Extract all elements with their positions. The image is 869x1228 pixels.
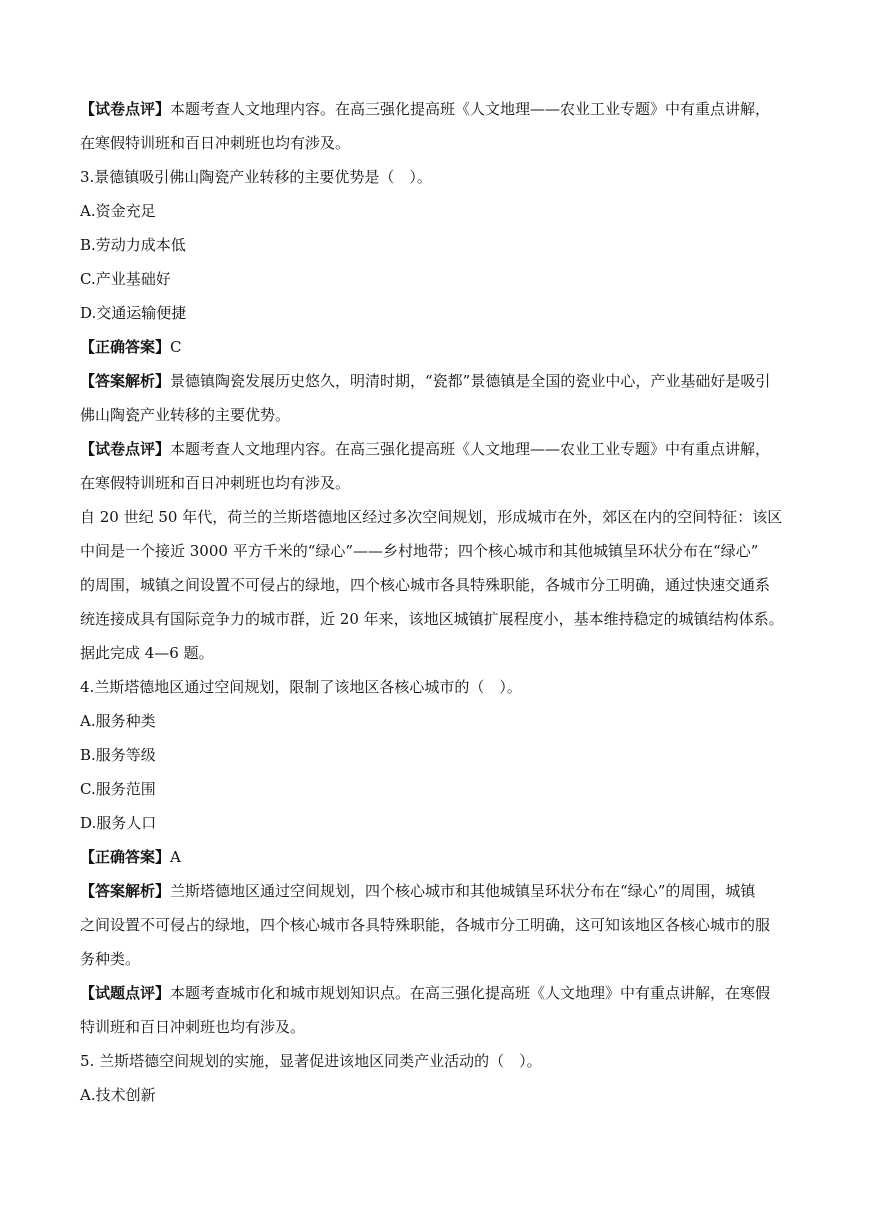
comment-text: 本题考查人文地理内容。在高三强化提高班《人文地理——农业工业专题》中有重点讲解， [170,440,771,458]
comment-label: 【试卷点评】 [80,100,171,118]
analysis-label: 【答案解析】 [80,372,171,390]
comment-text: 本题考查人文地理内容。在高三强化提高班《人文地理——农业工业专题》中有重点讲解， [170,100,771,118]
text-line [80,92,792,126]
comment-text: 本题考查城市化和城市规划知识点。在高三强化提高班《人文地理》中有重点讲解，在寒假 [170,984,771,1002]
option-b: B.劳动力成本低 [80,236,186,254]
text-line [80,432,792,466]
exam-comment [80,92,792,160]
answer-analysis [80,874,792,976]
option-a: A.资金充足 [80,202,156,220]
answer-value: A [170,848,181,866]
option-d: D.服务人口 [80,814,157,832]
question-3: 3.景德镇吸引佛山陶瓷产业转移的主要优势是（ ）。 [80,168,432,186]
analysis-text: 景德镇陶瓷发展历史悠久，明清时期，“瓷都”景德镇是全国的瓷业中心，产业基础好是吸引 [170,372,771,390]
answer-label: 【正确答案】 [80,338,171,356]
question-5: 5. 兰斯塔德空间规划的实施，显著促进该地区同类产业活动的（ ）。 [80,1052,542,1070]
text-line [80,874,792,908]
text-line [80,976,792,1010]
question-4: 4.兰斯塔德地区通过空间规划，限制了该地区各核心城市的（ ）。 [80,678,522,696]
comment-text: 在寒假特训班和百日冲刺班也均有涉及。 [80,474,351,492]
option-a: A.服务种类 [80,712,156,730]
option-a: A.技术创新 [80,1086,156,1104]
analysis-label: 【答案解析】 [80,882,171,900]
comment-text: 在寒假特训班和百日冲刺班也均有涉及。 [80,134,351,152]
passage-line: 统连接成具有国际竞争力的城市群，近 20 年来，该地区城镇扩展程度小，基本维持稳定的城镇结构体系。 [80,610,784,628]
document-page [80,92,792,1112]
answer-label: 【正确答案】 [80,848,171,866]
analysis-text: 务种类。 [80,950,141,968]
answer-value: C [170,338,182,356]
text-line [80,364,792,398]
exam-comment [80,432,792,500]
analysis-text: 兰斯塔德地区通过空间规划，四个核心城市和其他城镇呈环状分布在“绿心”的周围，城镇 [170,882,756,900]
correct-answer [80,330,792,364]
option-c: C.产业基础好 [80,270,171,288]
question-comment [80,976,792,1044]
analysis-text: 之间设置不可侵占的绿地，四个核心城市各具特殊职能，各城市分工明确，这可知该地区各核心城市的服 [80,916,771,934]
text-line [80,330,792,364]
option-b: B.服务等级 [80,746,156,764]
option-c: C.服务范围 [80,780,156,798]
passage-line: 自 20 世纪 50 年代，荷兰的兰斯塔德地区经过多次空间规划，形成城市在外，郊区在内的空间特征：该区 [80,508,783,526]
passage-line: 据此完成 4—6 题。 [80,644,214,662]
passage-line: 的周围，城镇之间设置不可侵占的绿地，四个核心城市各具特殊职能，各城市分工明确，通过快速交通系 [80,576,771,594]
comment-label: 【试卷点评】 [80,440,171,458]
option-d: D.交通运输便捷 [80,304,187,322]
comment-label: 【试题点评】 [80,984,171,1002]
comment-text: 特训班和百日冲刺班也均有涉及。 [80,1018,306,1036]
passage-line: 中间是一个接近 3000 平方千米的“绿心”——乡村地带；四个核心城市和其他城镇呈环状分布在“绿心” [80,542,759,560]
analysis-text: 佛山陶瓷产业转移的主要优势。 [80,406,291,424]
text-line [80,840,792,874]
correct-answer [80,840,792,874]
answer-analysis [80,364,792,432]
reading-passage [80,500,792,670]
